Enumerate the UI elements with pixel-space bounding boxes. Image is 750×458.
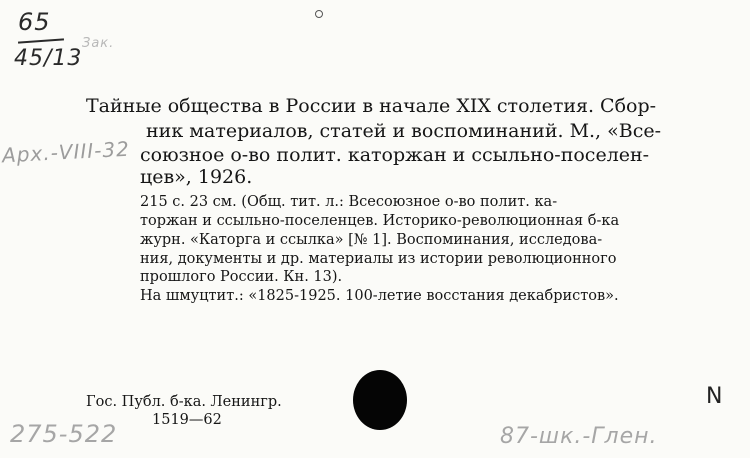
entry-line-3: союзное о-во полит. каторжан и ссыльно-поселен- [140,144,650,166]
punch-hole [353,370,407,430]
bottom-left-note: 275-522 [10,420,118,448]
entry-line-4: цев», 1926. [140,166,253,188]
detail-line-4: ния, документы и др. материалы из истории революционного [140,251,617,267]
card-number: 1519—62 [152,412,222,428]
top-speck [315,10,323,18]
library-name: Гос. Публ. б-ка. Ленингр. [86,394,282,410]
shelf-mark-divider [18,38,64,43]
detail-line-2: торжан и ссыльно-поселенцев. Историко-революционная б-ка [140,213,620,229]
faint-note: Зак. [82,36,115,51]
entry-line-1: Тайные общества в России в начале XIX столетия. Сбор- [86,95,657,117]
bottom-right-note: 87-шк.-Глен. [500,424,658,449]
detail-line-3: журн. «Каторга и ссылка» [№ 1]. Воспоминания, исследова- [140,232,603,248]
corner-mark: N [706,384,723,409]
margin-note: Арх.-VIII-32 [1,136,131,168]
shelf-mark-top: 65 [18,8,51,36]
entry-line-2: ник материалов, статей и воспоминаний. М., «Все- [146,120,662,142]
detail-line-5: прошлого России. Кн. 13). [140,269,343,285]
detail-line-1: 215 с. 23 см. (Общ. тит. л.: Всесоюзное о-во полит. ка- [140,194,558,210]
detail-line-6: На шмуцтит.: «1825-1925. 100-летие восстания декабристов». [140,288,619,304]
shelf-mark-bottom: 45/13 [14,46,83,71]
